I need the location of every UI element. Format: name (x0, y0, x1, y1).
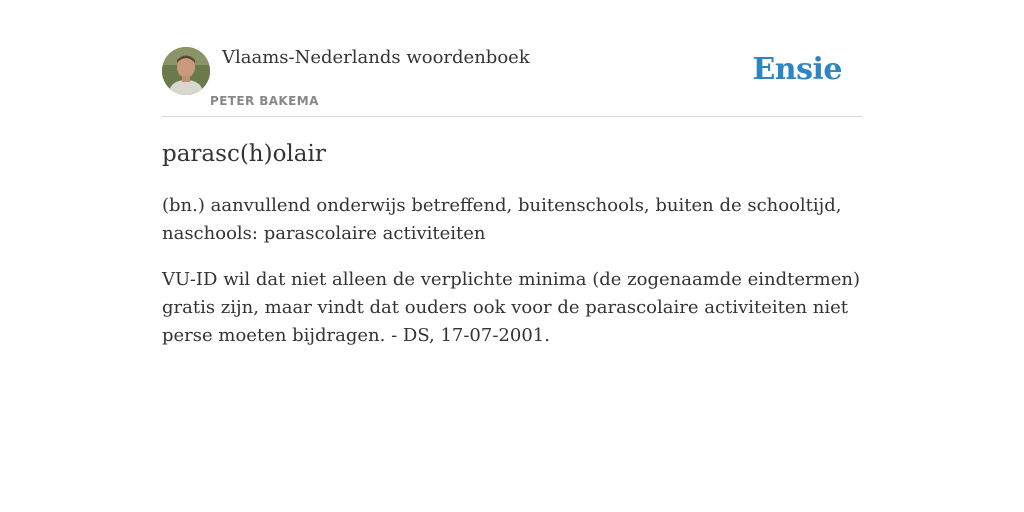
dictionary-entry (162, 138, 862, 368)
ensie-logo[interactable]: Ensie (752, 52, 842, 87)
author-avatar[interactable] (162, 47, 210, 95)
example-quote: VU-ID wil dat niet alleen de verplichte minima (de zogenaamde eindtermen) gratis zijn, maar vindt dat ouders ook voor de parascolaire activiteiten niet perse moeten bijdragen. - DS, 17-07-2001. (162, 269, 860, 346)
user-photo-icon (162, 47, 210, 95)
author-name[interactable]: PETER BAKEMA (210, 94, 319, 108)
headword: parasc(h)olair (162, 141, 326, 167)
definition-text: (bn.) aanvullend onderwijs betreffend, buitenschools, buiten de schooltijd, naschools: parascolaire activiteiten (162, 195, 842, 244)
page-header (162, 44, 862, 117)
dictionary-title[interactable]: Vlaams-Nederlands woordenboek (222, 47, 530, 68)
